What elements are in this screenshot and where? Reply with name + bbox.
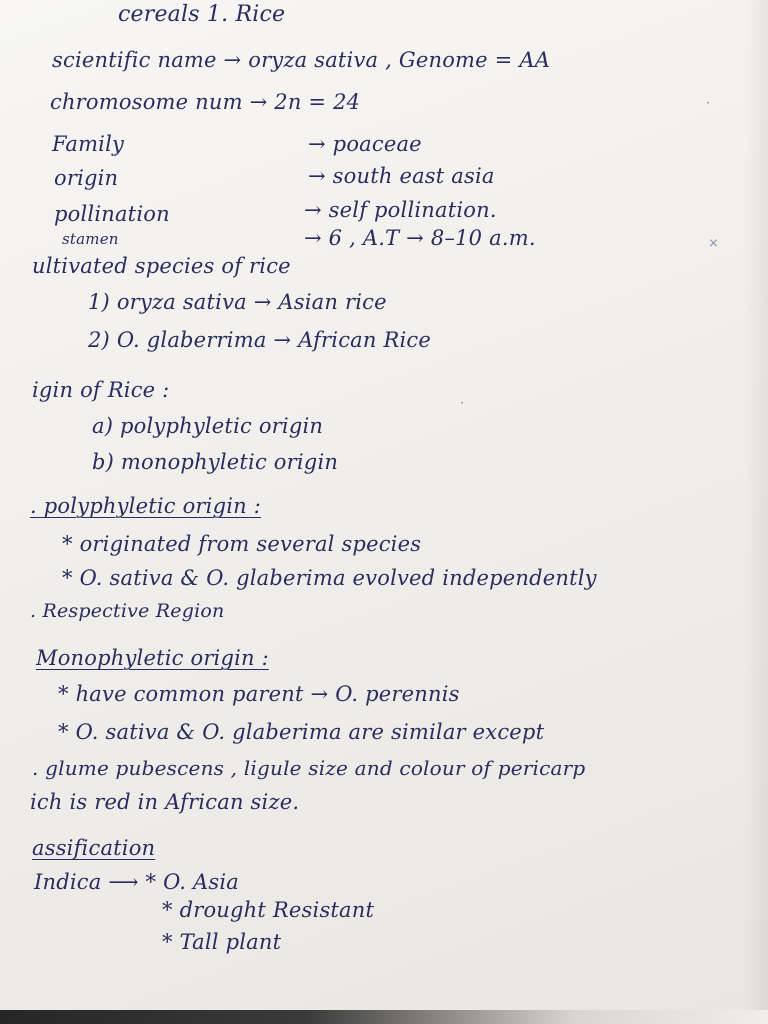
value-family: → poaceae	[308, 132, 422, 156]
indica-point-2: * drought Resistant	[162, 898, 375, 922]
heading-monophyletic-origin: Monophyletic origin :	[36, 646, 269, 670]
label-family: Family	[52, 132, 125, 156]
paper-speck: ×	[708, 236, 719, 251]
polyphyletic-point-1: * originated from several species	[62, 532, 422, 556]
page-edge-shadow	[744, 0, 768, 1024]
page-bottom-edge	[0, 1010, 768, 1024]
heading-origin-of-rice: igin of Rice :	[32, 378, 170, 402]
origin-item-b: b) monophyletic origin	[92, 450, 339, 474]
indica-point-1: Indica ⟶ * O. Asia	[34, 870, 240, 894]
polyphyletic-point-2: * O. sativa & O. glaberima evolved independently	[62, 566, 597, 590]
monophyletic-point-3: . glume pubescens , ligule size and colour of pericarp	[32, 756, 586, 780]
value-pollination: → self pollination.	[304, 198, 497, 222]
line-scientific-name: scientific name → oryza sativa , Genome = AA	[52, 48, 551, 72]
value-origin: → south east asia	[308, 164, 495, 188]
monophyletic-point-2: * O. sativa & O. glaberima are similar except	[58, 720, 545, 744]
line-chromosome-number: chromosome num → 2n = 24	[50, 90, 361, 114]
paper-speck: ·	[460, 396, 465, 411]
heading-cultivated-species: ultivated species of rice	[32, 254, 291, 278]
label-origin: origin	[54, 166, 119, 190]
monophyletic-point-1: * have common parent → O. perennis	[58, 682, 460, 706]
heading-classification: assification	[32, 836, 156, 860]
paper-speck: ·	[706, 96, 711, 111]
species-item-1: 1) oryza sativa → Asian rice	[88, 290, 387, 314]
polyphyletic-point-3: . Respective Region	[30, 600, 225, 622]
value-stamen: → 6 , A.T → 8–10 a.m.	[304, 226, 536, 250]
indica-point-3: * Tall plant	[162, 930, 282, 954]
heading-polyphyletic-origin: . polyphyletic origin :	[30, 494, 262, 518]
label-pollination: pollination	[54, 202, 170, 226]
label-stamen: stamen	[62, 230, 119, 248]
heading-cereals-rice: cereals 1. Rice	[118, 2, 286, 27]
origin-item-a: a) polyphyletic origin	[92, 414, 324, 438]
species-item-2: 2) O. glaberrima → African Rice	[88, 328, 432, 352]
monophyletic-point-4: ich is red in African size.	[30, 790, 300, 814]
